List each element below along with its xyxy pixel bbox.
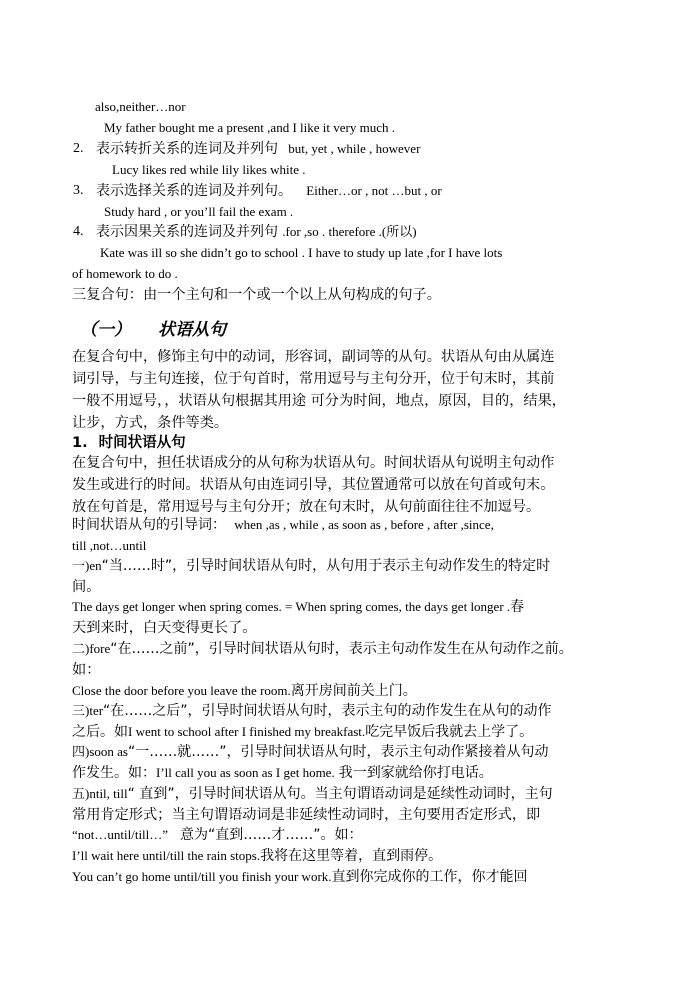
rule-text: “ 直到”，引导时间状语从句。当主句谓语动词是延续性动词时，主句: [127, 786, 553, 802]
rule-line: [72, 700, 552, 723]
intro-cn: 时间状语从句的引导词：: [72, 517, 226, 533]
subheading: [72, 431, 186, 452]
rule-label: 一)en: [72, 558, 102, 573]
example-sentence: Kate was ill so she didn’t go to school . I have to study up late ,for I have lots: [100, 245, 503, 260]
rule-label: 三)ter: [72, 703, 104, 718]
heading-number: [80, 315, 131, 340]
rule-line: 间。: [72, 579, 101, 595]
list-item-cn: 表示因果关系的连词及并列句: [96, 224, 278, 240]
rule-line: [72, 783, 553, 806]
list-item-en: .for ,so . therefore .(所以): [282, 224, 417, 239]
example-sentence: Study hard , or you’ll fail the exam .: [104, 204, 294, 219]
example-cn: 直到你完成你的工作，你才能回: [331, 869, 528, 885]
example-cn: 春: [510, 599, 525, 615]
rule-line: [72, 762, 493, 785]
rule-text: 作发生。如：: [72, 765, 156, 781]
example-en: I went to school after I finished my breakfast.: [128, 724, 366, 739]
paragraph-line: 在复合句中，修饰主句中的动词，形容词，副词等的从句。状语从句由从属连: [72, 349, 555, 365]
rule-line: [72, 555, 550, 578]
heading-title: 状语从句: [158, 320, 226, 340]
paragraph-line: 发生或进行的时间。状语从句由连词引导，其位置通常可以放在句首或句末。: [72, 477, 555, 493]
section-line: 三复合句：由一个主句和一个或一个以上从句构成的句子。: [72, 287, 441, 303]
example-cn: 吃完早饭后我就去上学了。: [365, 724, 534, 740]
example-line: [72, 845, 442, 868]
list-item: [96, 138, 420, 161]
intro-en: when ,as , while , as soon as , before , after ,since,: [234, 517, 494, 532]
list-item-cn: 表示转折关系的连词及并列句: [96, 141, 278, 157]
paragraph-line: 词引导，与主句连接，位于句首时，常用逗号与主句分开，位于句末时，其前: [72, 371, 555, 387]
list-item-en: Either…or , not …but , or: [306, 183, 442, 198]
intro-line: [72, 514, 494, 537]
example-line: [72, 596, 524, 619]
list-number: 2.: [73, 141, 84, 156]
example-en: Close the door before you leave the room.: [72, 683, 291, 698]
list-number: 3.: [73, 183, 84, 198]
example-sentence: of homework to do .: [72, 266, 178, 281]
rule-text: “当……时”，引导时间状语从句时，从句用于表示主句动作发生的特定时: [101, 558, 551, 574]
rule-line: [72, 741, 548, 764]
rule-text: “在……之前”，引导时间状语从句时，表示主句动作发生在从句动作之前。: [110, 641, 573, 657]
paragraph-line: 放在句首是，常用逗号与主句分开；放在句末时，从句前面往往不加逗号。: [72, 499, 541, 515]
example-cn: 我一到家就给你打电话。: [338, 765, 493, 781]
list-item: [96, 180, 442, 203]
paragraph-line: 在复合句中，担任状语成分的从句称为状语从句。时间状语从句说明主句动作: [72, 455, 555, 471]
example-line: [72, 866, 528, 889]
rule-line: [72, 824, 363, 847]
list-item: [96, 221, 417, 244]
rule-line: 如：: [72, 662, 101, 678]
rule-label: 二)fore: [72, 641, 111, 656]
example-en: The days get longer when spring comes. = When spring comes, the days get longer .: [72, 599, 511, 614]
list-item-cn: 表示选择关系的连词及并列句。: [96, 183, 292, 199]
intro-line: till ,not…until: [72, 538, 147, 553]
example-cn: 我将在这里等着，直到雨停。: [260, 848, 443, 864]
paragraph-line: 一般不用逗号，，状语从句根据其用途 可分为时间，地点，原因，目的，结果，: [72, 393, 566, 409]
rule-text: “一……就……”，引导时间状语从句时，表示主句动作紧接着从句动: [127, 744, 549, 760]
list-number: 4.: [73, 224, 84, 239]
example-en: You can’t go home until/till you finish your work.: [72, 869, 332, 884]
rule-line: 常用肯定形式；当主句谓语动词是非延续性动词时，主句要用否定形式，即: [72, 807, 541, 823]
example-sentence: Lucy likes red while lily likes white .: [112, 162, 306, 177]
rule-text: 意为“直到……才……”。如：: [180, 827, 363, 843]
subheading-title: 时间状语从句: [98, 435, 186, 451]
paragraph-line: 让步，方式，条件等类。: [72, 415, 229, 431]
rule-text: 之后。如: [72, 724, 128, 740]
rule-line: [72, 638, 573, 661]
text-line: also,neither…nor: [95, 99, 186, 114]
rule-label: 四)soon as: [72, 744, 128, 759]
example-line: 天到来时，白天变得更长了。: [72, 620, 257, 636]
paragraph: [72, 452, 554, 518]
example-cn: 离开房间前关上门。: [290, 683, 417, 699]
list-item-en: but, yet , while , however: [288, 141, 421, 156]
subheading-number: 1.: [72, 435, 88, 451]
heading-number-text: （一）: [80, 320, 131, 340]
rule-pattern: “not…until/till…”: [72, 827, 169, 842]
example-en: I’ll call you as soon as I get home.: [156, 765, 335, 780]
example-sentence: My father bought me a present ,and I like it very much .: [104, 120, 395, 135]
rule-label: 五)ntil, till: [72, 786, 128, 801]
rule-text: “在……之后”，引导时间状语从句时，表示主句的动作发生在从句的动作: [103, 703, 552, 719]
example-en: I’ll wait here until/till the rain stops.: [72, 848, 261, 863]
paragraph: [72, 346, 566, 434]
